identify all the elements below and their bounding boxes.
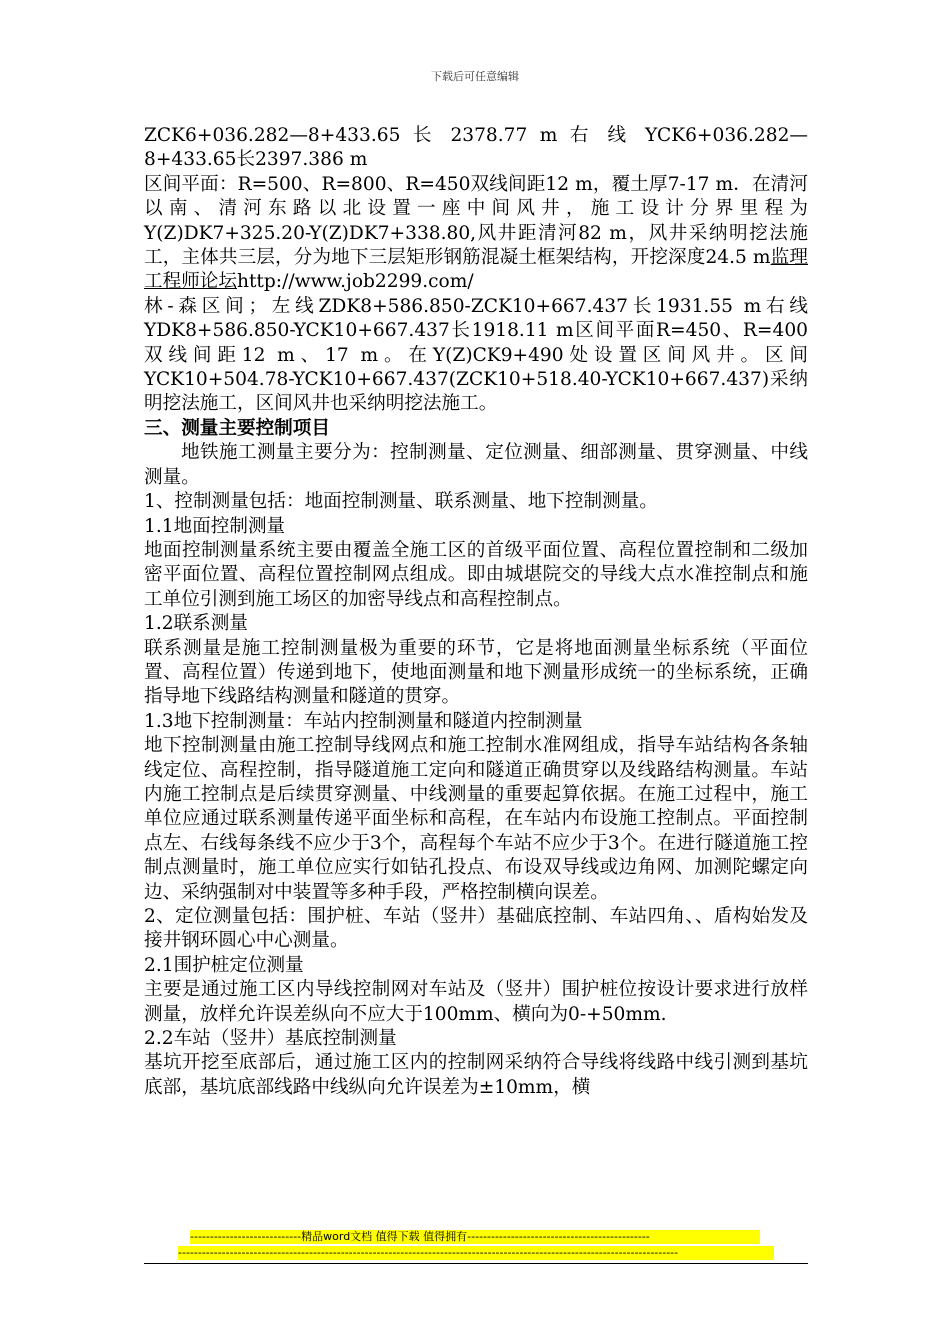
paragraph-base-control: 基坑开挖至底部后，通过施工区内的控制网采纳符合导线将线路中线引测到基坑底部，基坑底部线路中线纵向允许误差为±10mm，横 [144,1052,808,1098]
paragraph-survey-types: 地铁施工测量主要分为：控制测量、定位测量、细部测量、贯穿测量、中线测量。 [144,442,808,488]
section-heading-3: 三、测量主要控制项目 [144,417,330,439]
paragraph-ground-control: 地面控制测量系统主要由覆盖全施工区的首级平面位置、高程位置控制和二级加密平面位置、高程位置控制网点组成。即由城堪院交的导线大点水准控制点和施工单位引测到施工场区的加密导线点和高程控制点。 [144,539,808,610]
paragraph-pile-positioning: 主要是通过施工区内导线控制网对车站及（竖井）围护桩位按设计要求进行放样测量，放样允许误差纵向不应大于100mm、横向为0-+50mm. [144,979,808,1025]
forum-url[interactable]: http://www.job2299.com/ [236,271,474,293]
document-body [144,124,808,1100]
paragraph-control-survey: 1、控制测量包括：地面控制测量、联系测量、地下控制测量。 [144,491,658,513]
footer-banner: ----------------------------精品word文档 值得下载 值得拥有---------------------------------------------- [190,1230,760,1244]
subheading-1-3: 1.3地下控制测量：车站内控制测量和隧道内控制测量 [144,710,583,732]
paragraph-underground-control: 地下控制测量由施工控制导线网点和施工控制水准网组成，指导车站结构各条轴线定位、高程控制，指导隧道施工定向和隧道正确贯穿以及线路结构测量。车站内施工控制点是后续贯穿测量、中线测量的重要起算依据。在施工过程中，施工单位应通过联系测量传递平面坐标和高程，在车站内布设施工控制点。平面控制点左、右线每条线不应少于3个，高程每个车站不应少于3个。在进行隧道施工控制点测量时，施工单位应实行如钻孔投点、布设双导线或边角网、加测陀螺定向边、采纳强制对中装置等多种手段，严格控制横向误差。 [144,735,808,903]
subheading-2-1: 2.1围护桩定位测量 [144,954,304,976]
forum-link[interactable]: 监理工程师论坛 [144,247,808,293]
paragraph-section-plane-text: 区间平面：R=500、R=800、R=450双线间距12 m，覆土厚7-17 m．在清河以南、清河东路以北设置一座中间风井，施工设计分界里程为Y(Z)DK7+325.20-Y(Z)DK7+338.80,风井距清河82 m，风井采纳明挖法施工，主体共三层，分为地下三层矩形钢筋混凝土框架结构，开挖深度24.5 m [144,173,808,269]
subheading-1-1: 1.1地面控制测量 [144,515,286,537]
page-header: 下载后可任意编辑 [431,70,519,83]
subheading-1-2: 1.2联系测量 [144,613,248,635]
paragraph-lin-sen-section: 林-森区间；左线ZDK8+586.850-ZCK10+667.437长1931.55 m右线YDK8+586.850-YCK10+667.437长1918.11 m区间平面R=450、R=400双线间距12 m、17 m。在Y(Z)CK9+490处设置区间风井。区间YCK10+504.78-YCK10+667.437(ZCK10+518.40-YCK10+667.437)采纳明挖法施工，区间风井也采纳明挖法施工。 [144,295,808,415]
subheading-2-2: 2.2车站（竖井）基底控制测量 [144,1028,397,1050]
paragraph-section-plane [144,173,808,295]
paragraph-positioning-survey: 2、定位测量包括：围护桩、车站（竖井）基础底控制、车站四角、、盾构始发及接井钢环圆心中心测量。 [144,906,808,952]
paragraph-mileage: ZCK6+036.282—8+433.65 长 2378.77 m 右 线 YCK6+036.282—8+433.65长2397.386 m [144,125,808,171]
paragraph-connection-survey: 联系测量是施工控制测量极为重要的环节，它是将地面测量坐标系统（平面位置、高程位置）传递到地下，使地面测量和地下测量形成统一的坐标系统，正确指导地下线路结构测量和隧道的贯穿。 [144,637,808,708]
footer-dash-line: ------------------------------------------------------------------------------------------------------------------------------ [178,1246,774,1260]
footer-divider [144,1263,808,1264]
